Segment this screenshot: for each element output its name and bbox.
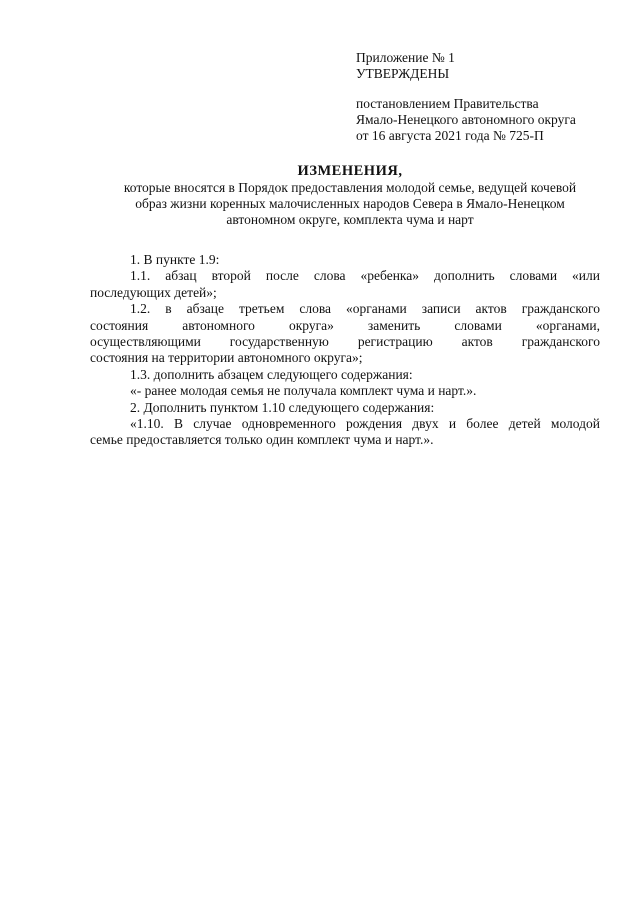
clause-1-2-line-2: состояния автономного округа» заменить словами «органами, — [90, 317, 600, 333]
header-spacer — [356, 82, 626, 96]
decree-line-3: от 16 августа 2021 года № 725-П — [356, 128, 544, 143]
decree-line-1: постановлением Правительства — [356, 96, 539, 111]
clause-1-3-quote: «- ранее молодая семья не получала комплект чума и нарт.». — [130, 383, 477, 399]
clause-1-2-line-3: осуществляющими государственную регистрацию актов гражданского — [90, 334, 600, 350]
clause-1-3: 1.3. дополнить абзацем следующего содержания: — [130, 366, 413, 382]
clause-2-quote-line-1: «1.10. В случае одновременного рождения двух и более детей молодой — [130, 416, 600, 432]
document-title-block — [60, 163, 640, 228]
clause-1-1-line-1: 1.1. абзац второй после слова «ребенка» дополнить словами «или — [130, 268, 600, 284]
decree-line-2: Ямало-Ненецкого автономного округа — [356, 112, 576, 127]
subtitle-line-2: образ жизни коренных малочисленных народов Севера в Ямало-Ненецком — [135, 196, 565, 211]
approval-header — [356, 50, 626, 144]
document-body — [90, 252, 600, 449]
appendix-number: Приложение № 1 — [356, 50, 455, 65]
clause-1-2-line-1: 1.2. в абзаце третьем слова «органами записи актов гражданского — [130, 301, 600, 317]
clause-1-1-line-2: последующих детей»; — [90, 284, 217, 300]
approved-label: УТВЕРЖДЕНЫ — [356, 66, 450, 81]
clause-2: 2. Дополнить пунктом 1.10 следующего содержания: — [130, 399, 435, 415]
subtitle-line-1: которые вносятся в Порядок предоставления молодой семье, ведущей кочевой — [123, 180, 577, 195]
document-title: ИЗМЕНЕНИЯ, — [297, 163, 403, 179]
clause-2-quote-line-2: семье предоставляется только один комплект чума и нарт.». — [90, 432, 434, 448]
clause-1-2-line-4: состояния на территории автономного округа»; — [90, 350, 363, 366]
clause-1: 1. В пункте 1.9: — [130, 252, 220, 267]
subtitle-line-3: автономном округе, комплекта чума и нарт — [226, 212, 474, 227]
